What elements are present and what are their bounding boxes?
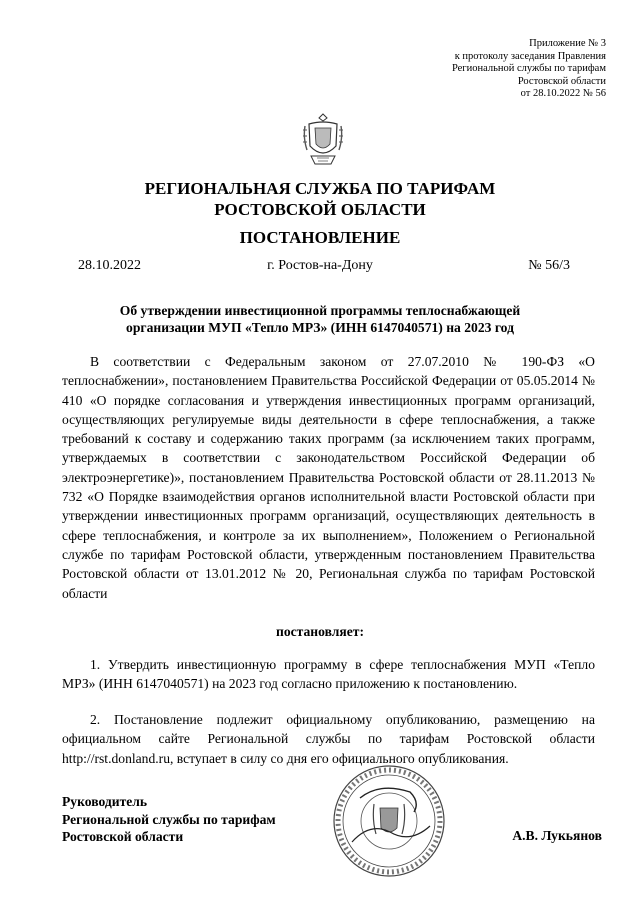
signature-title-line2: Региональной службы по тарифам: [62, 811, 276, 827]
document-place: г. Ростов-на-Дону: [267, 258, 373, 273]
appendix-line: Региональной службы по тарифам: [451, 63, 606, 75]
organization-title: [0, 178, 640, 220]
signer-name: А.В. Лукьянов: [512, 828, 602, 843]
preamble-paragraph: В соответствии с Федеральным законом от 27.07.2010 № 190-ФЗ «О теплоснабжении», постановлением Правительства Российской Федерации от 05.05.2014 № 410 «О порядке согласования и утверждения инвестиционных программ организаций, осуществляющих регулируемые виды деятельности в сфере теплоснабжения, а также требований к составу и содержанию таких программ (за исключением таких программ, утверждаемых в соответствии с законодательством Российской Федерации об электроэнергетике)», постановлением Правительства Ростовской области от 28.11.2013 № 732 «О Порядке взаимодействия органов исполнительной власти Ростовской области при утверждении инвестиционных программ организаций, осуществляющих деятельность в сфере теплоснабжения, и контроле за их выполнением», Положением о Региональной службе по тарифам Ростовской области, утвержденным постановлением Правительства Ростовской области от 13.01.2012 № 20, Региональная служба по тарифам Ростовской области: [62, 354, 595, 601]
appendix-note: [452, 38, 606, 101]
document-date: 28.10.2022: [78, 258, 141, 273]
resolution-item-2: 2. Постановление подлежит официальному опубликованию, размещению на официальном сайте Региональной службы по тарифам Ростовской области http://rst.donland.ru, вступает в силу со дня его официального опубликования.: [62, 712, 595, 766]
organization-title-line1: РЕГИОНАЛЬНАЯ СЛУЖБА ПО ТАРИФАМ: [144, 179, 496, 198]
appendix-line: к протоколу заседания Правления: [454, 50, 606, 62]
subject-line2: организации МУП «Тепло МРЗ» (ИНН 6147040571) на 2023 год: [126, 320, 514, 335]
signature-title-line3: Ростовской области: [62, 829, 184, 844]
appendix-line: Ростовской области: [517, 75, 606, 87]
subject-line1: Об утверждении инвестиционной программы теплоснабжающей: [119, 303, 521, 318]
official-seal-icon: [330, 762, 448, 880]
resolution-item-1: 1. Утвердить инвестиционную программу в сфере теплоснабжения МУП «Тепло МРЗ» (ИНН 6147040571) на 2023 год согласно приложению к постановлению.: [62, 657, 595, 692]
document-type: ПОСТАНОВЛЕНИЕ: [239, 228, 401, 247]
signature-title-line1: Руководитель: [62, 794, 148, 809]
decides-heading: постановляет:: [276, 624, 364, 639]
signature-title: [62, 793, 276, 846]
appendix-line: Приложение № 3: [529, 38, 606, 49]
document-subject: [80, 302, 560, 336]
organization-title-line2: РОСТОВСКОЙ ОБЛАСТИ: [214, 200, 426, 219]
coat-of-arms-icon: [301, 112, 345, 168]
appendix-line: от 28.10.2022 № 56: [520, 88, 606, 100]
document-number: № 56/3: [528, 258, 570, 273]
